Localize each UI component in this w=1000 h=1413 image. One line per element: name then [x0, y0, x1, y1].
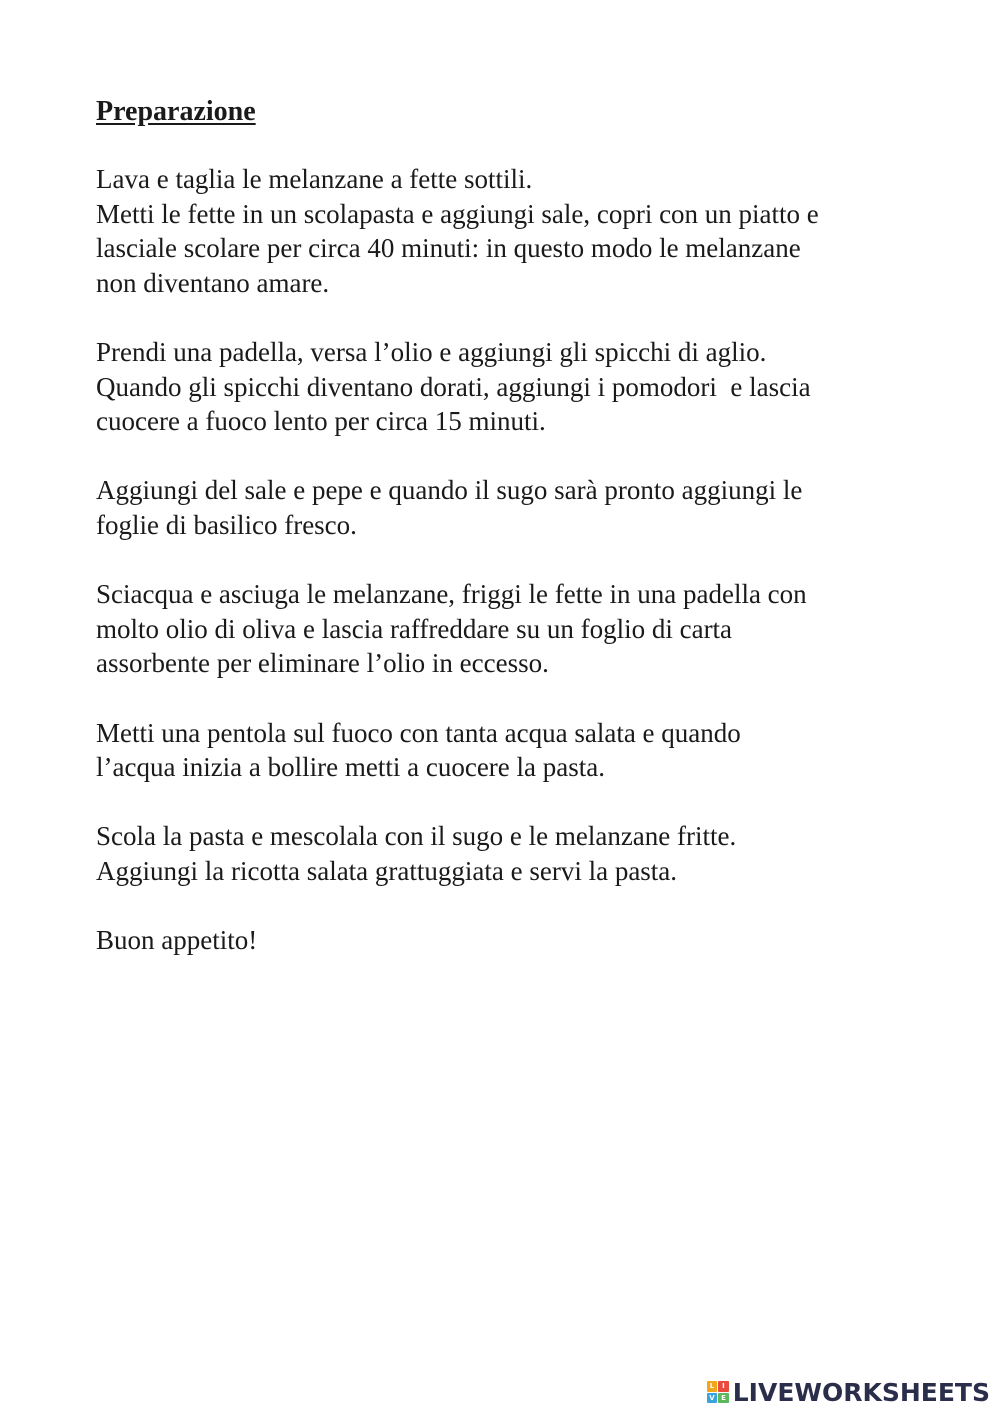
text-line: Scola la pasta e mescolala con il sugo e le melanzane fritte.	[96, 821, 737, 852]
paragraph-4	[96, 577, 936, 681]
text-line: Metti le fette in un scolapasta e aggiungi sale, copri con un piatto e	[96, 198, 819, 229]
text-line: Aggiungi del sale e pepe e quando il sugo sarà pronto aggiungi le	[96, 475, 803, 506]
text-line: Quando gli spicchi diventano dorati, aggiungi i pomodori e lascia	[96, 371, 811, 402]
paragraph-2	[96, 335, 936, 439]
paragraph-6	[96, 819, 936, 888]
paragraph-7	[96, 923, 936, 958]
text-line: Metti una pentola sul fuoco con tanta acqua salata e quando	[96, 717, 741, 748]
text-line: Prendi una padella, versa l’olio e aggiungi gli spicchi di aglio.	[96, 336, 767, 367]
logo-tile: L	[707, 1381, 718, 1392]
liveworksheets-logo-icon	[707, 1381, 729, 1403]
text-line: foglie di basilico fresco.	[96, 509, 357, 540]
section-title: Preparazione	[96, 96, 256, 127]
text-line: l’acqua inizia a bollire metti a cuocere la pasta.	[96, 752, 605, 783]
text-line: Lava e taglia le melanzane a fette sottili.	[96, 164, 533, 194]
paragraph-3	[96, 473, 936, 542]
logo-tile: I	[718, 1381, 729, 1392]
liveworksheets-watermark	[707, 1377, 990, 1407]
text-line: cuocere a fuoco lento per circa 15 minuti.	[96, 406, 546, 437]
watermark-text: LIVEWORKSHEETS	[732, 1377, 990, 1407]
text-line: assorbente per eliminare l’olio in eccesso.	[96, 648, 549, 679]
text-line: Sciacqua e asciuga le melanzane, friggi le fette in una padella con	[96, 579, 807, 610]
logo-tile: E	[718, 1393, 729, 1404]
paragraph-5	[96, 716, 936, 785]
text-line: molto olio di oliva e lascia raffreddare su un foglio di carta	[96, 613, 733, 644]
closing-line: Buon appetito!	[96, 925, 258, 956]
text-line: non diventano amare.	[96, 267, 330, 298]
text-line: Aggiungi la ricotta salata grattuggiata e servi la pasta.	[96, 855, 678, 886]
text-line: lasciale scolare per circa 40 minuti: in questo modo le melanzane	[96, 233, 801, 264]
document-page	[96, 92, 936, 992]
logo-tile: V	[707, 1393, 718, 1404]
paragraph-1	[96, 162, 936, 300]
